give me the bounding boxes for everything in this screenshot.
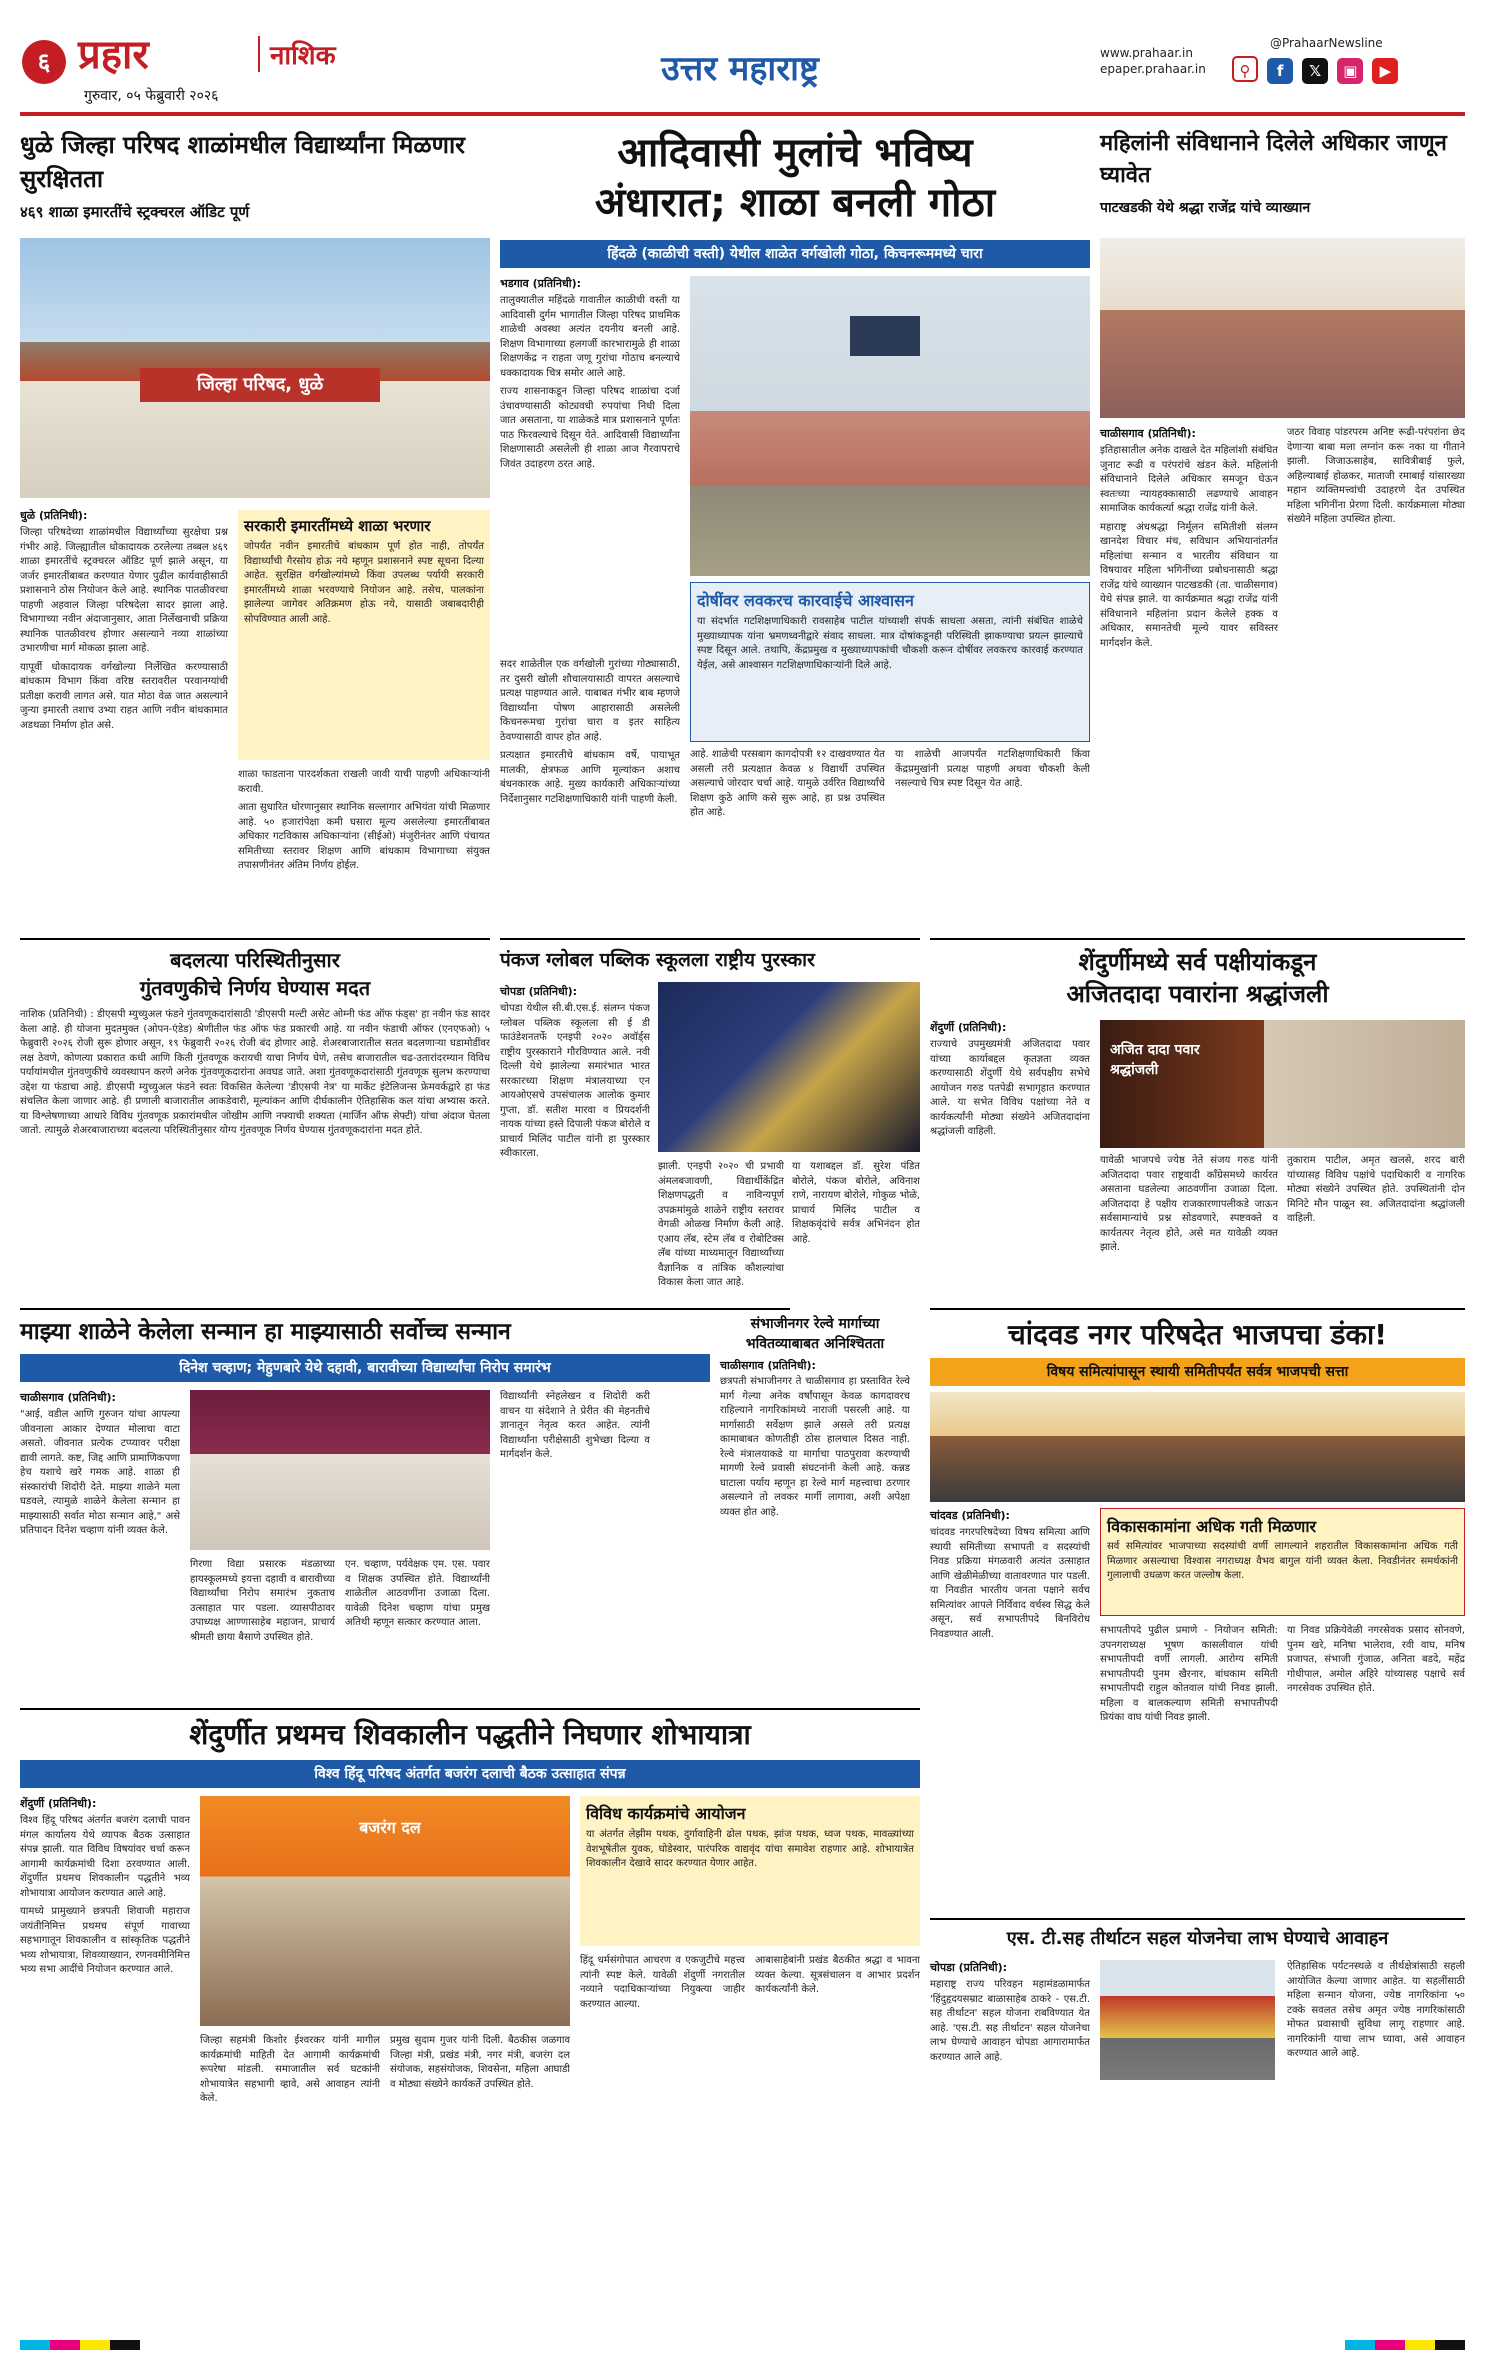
story-shendurni xyxy=(930,938,1465,1298)
railway-body: छत्रपती संभाजीनगर ते चाळीसगाव हा प्रस्तावित रेल्वे मार्ग गेल्या अनेक वर्षांपासून केवळ कागदावरच राहिल्याने नागरिकांमध्ये नाराजी पसरली आहे. या मार्गासाठी सर्वेक्षण झाले असले तरी प्रत्यक्ष कामाबाबत कोणतीही ठोस हालचाल दिसत नाही. रेल्वे मंत्रालयाकडे या मार्गाचा पाठपुरावा करण्याची मागणी रेल्वे प्रवासी संघटनांनी केली आहे. कन्नड घाटाला पर्याय म्हणून हा रेल्वे मार्ग महत्त्वाचा ठरणार असल्याने तो लवकर मार्गी लागावा, अशी अपेक्षा व्यक्त होत आहे. xyxy=(720,1376,910,1518)
st-bus-photo xyxy=(1100,1960,1275,2080)
solar-panel xyxy=(850,316,920,356)
main-byline: भडगाव (प्रतिनिधी): xyxy=(500,277,582,290)
procession-body-col1: विश्व हिंदू परिषद अंतर्गत बजरंग दलाची पावन मंगल कार्यालय येथे व्यापक बैठक उत्साहात संपन्न झाली. यात विविध विषयांवर चर्चा करून आगामी कार्यक्रमांची दिशा ठरवण्यात आली. शेंदुर्णीत प्रथमच शिवकालीन पद्धतीने भव्य शोभायात्रा आयोजन करण्यात आले आहे. यामध्ये प्रामुख्याने छत्रपती शिवाजी महाराज जयंतीनिमित्त प्रथमच संपूर्ण गावाच्या सहभागातून शिवकालीन व सांस्कृतिक पद्धतीने भव्य शोभायात्रा, शिवव्याख्यान, रणनवमीनिमित्त भव्य सभा आदींचे नियोजन करण्यात आले. xyxy=(20,1815,190,1975)
market-body: नाशिक (प्रतिनिधी) : डीएसपी म्युच्युअल फंडने गुंतवणूकदारांसाठी 'डीएसपी मल्टी असेट ओम्नी फंड ऑफ फंड्स' हा नवीन फंड सादर केला आहे. ही योजना मुदतमुक्त (ओपन-एंडेड) श्रेणीतील फंड ऑफ फंड प्रकारची आहे. या नवीन फंडाची ऑफर (एनएफओ) ५ फेब्रुवारी २०२६ रोजी सुरू होणार असून, १९ फेब्रुवारी २०२६ रोजी बंद होणार आहे. शेअरबाजारातील सतत बदलणाऱ्या घडामोडींवर लक्ष ठेवणे, कोणत्या प्रकारात कधी आणि किती गुंतवणूक करायची याचा निर्णय घेणे, तसेच बाजारातील चढ-उतारांदरम्यान विविध पर्यायांमधील गुंतवणुकीचे व्यवस्थापन करणे अनेक गुंतवणूकदारांना अवघड जाते. अशा गुंतवणूकदारांसाठी गुंतवणूक सुलभ करण्याचा उद्देश या फंडाचा आहे. डीएसपी म्युच्युअल फंडने स्वतः विकसित केलेल्या 'डीएसपी नेत्र' या मार्केट इंटेलिजन्स फ्रेमवर्कद्वारे हा फंड संचलित केला जाणार आहे. ही प्रणाली बाजारातील आकडेवारी, मूल्यांकन आणि दीर्घकालीन ऐतिहासिक कल यांचा अभ्यास करते. या विश्लेषणाच्या आधारे विविध गुंतवणूक प्रकारांमधील जोखीम आणि नफ्याची शक्यता (मार्जिन ऑफ सेफ्टी) यांचा अंदाज घेतला जातो. त्यामुळे शेअरबाजाराच्या बदलत्या परिस्थितीनुसार योग्य गुंतवणूक निर्णय घेण्यास गुंतवणूकदारांना मदत होते. xyxy=(20,1009,490,1136)
st-body-col2: ऐतिहासिक पर्यटनस्थळे व तीर्थक्षेत्रांसाठी सहली आयोजित केल्या जाणार आहेत. या सहलींसाठी महिला सन्मान योजना, ज्येष्ठ नागरिकांना ५० टक्के सवलत तसेच अमृत ज्येष्ठ नागरिकांसाठी मोफत प्रवासाची सुविधा लागू राहणार आहे. नागरिकांनी याचा लाभ घ्यावा, असे आवाहन करण्यात आले आहे. xyxy=(1287,1961,1465,2059)
shendurni-photo xyxy=(1100,1020,1465,1148)
main-box xyxy=(690,582,1090,742)
procession-body-col3: प्रमुख सुदाम गुजर यांनी दिली. बैठकीस जळगाव जिल्हा मंत्री, प्रखंड मंत्री, नगर मंत्री, बजरंग दल संयोजक, सहसंयोजक, शिवसेना, महिला आघाडी व मोठ्या संख्येने कार्यकर्ते उपस्थित होते. xyxy=(390,2035,570,2090)
story-women xyxy=(1100,128,1465,928)
zp-photo-sign: जिल्हा परिषद, धुळे xyxy=(140,368,380,402)
main-body-col1: तालुक्यातील महिंदळे गावातील काळीची वस्ती या आदिवासी दुर्गम भागातील जिल्हा परिषद प्राथमिक शाळेची अवस्था अत्यंत दयनीय बनली आहे. शिक्षण विभागाच्या हलगर्जी कारभारामुळे ही शाळा शिक्षणकेंद्र न राहता जणू गुरांचा गोठाच बनल्याचे धक्कादायक चित्र समोर आले आहे. राज्य शासनाकडून जिल्हा परिषद शाळांचा दर्जा उंचावण्यासाठी कोट्यवधी रुपयांचा निधी दिला जात असताना, या शाळेकडे मात्र प्रशासनाने पूर्णतः पाठ फिरवल्याचे दिसून येते. आदिवासी विद्यार्थ्यांना शिक्षणासाठी असलेली ही शाळा आज गैरवापराचे जिवंत उदाहरण ठरत आहे. xyxy=(500,295,680,470)
main-headline-line1: आदिवासी मुलांचे भविष्य xyxy=(617,130,973,176)
chandwad-box xyxy=(1100,1508,1465,1616)
shendurni-body-col3: तुकाराम पाटील, अमृत खलसे, शरद बारी यांच्यासह विविध पक्षांचे पदाधिकारी व नागरिक मोठ्या संख्येने उपस्थित होते. उपस्थितांनी दोन मिनिटे मौन पाळून स्व. अजितदादांना श्रद्धांजली वाहिली. xyxy=(1287,1155,1465,1224)
zp-headline: धुळे जिल्हा परिषद शाळांमधील विद्यार्थ्यांना मिळणार सुरक्षितता xyxy=(20,131,466,193)
social-handle: @PrahaarNewsline xyxy=(1270,36,1383,50)
shendurni-body-col1: राज्याचे उपमुख्यमंत्री अजितदादा पवार यांच्या कार्याबद्दल कृतज्ञता व्यक्त करण्यासाठी शेंदुर्णी येथे सर्वपक्षीय सभेचे आयोजन गरुड पतपेढी सभागृहात करण्यात आले. या सभेत विविध पक्षांच्या नेते व कार्यकर्त्यांनी मोठ्या संख्येने अजितदादांना श्रद्धांजली वाहिली. xyxy=(930,1039,1090,1137)
railway-headline: संभाजीनगर रेल्वे मार्गाच्या भवितव्याबाबत अनिश्चितता xyxy=(745,1316,885,1352)
chandwad-headline: चांदवड नगर परिषदेत भाजपचा डंका! xyxy=(1008,1318,1387,1351)
instagram-icon[interactable]: ▣ xyxy=(1337,58,1363,84)
edition-label: नाशिक xyxy=(258,36,336,72)
color-bar-bottom xyxy=(20,2340,140,2350)
pankaj-award-photo xyxy=(658,982,920,1152)
page-number-badge: ६ xyxy=(22,40,66,84)
story-market xyxy=(20,938,490,1298)
shendurni-byline: शेंदुर्णी (प्रतिनिधी): xyxy=(930,1021,1007,1034)
story-railway xyxy=(720,1308,910,1698)
zp-body-col2: शाळा फाडताना पारदर्शकता राखली जावी याची पाहणी अधिकाऱ्यांनी करावी. आता सुधारित धोरणानुसार स्थानिक सल्लागार अभियंता यांची मिळणार आहे. ५० हजारांपेक्षा कमी घसारा मूल्य असलेल्या इमारतींबाबत अधिकार गटविकास अधिकाऱ्यांना (सीईओ) मंजुरीनंतर आणि पंचायत समितीच्या स्तरावर शिक्षण आणि बांधकाम विभागाच्या संयुक्त तपासणीनंतर अंतिम निर्णय होईल. xyxy=(238,769,490,871)
zp-subhead: ४६९ शाळा इमारतींचे स्ट्रक्चरल ऑडिट पूर्ण xyxy=(20,203,250,221)
shendurni-headline-line2: अजितदादा पवारांना श्रद्धांजली xyxy=(1066,980,1329,1008)
search-icon[interactable]: ⚲ xyxy=(1232,56,1258,82)
market-headline-line1: बदलत्या परिस्थितीनुसार xyxy=(170,948,340,972)
shendurni-body-col2: यावेळी भाजपचे ज्येष्ठ नेते संजय गरुड यांनी अजितदादा पवार राष्ट्रवादी काँग्रेसमध्ये कार्यरत असताना घडलेल्या आठवणींना उजाळा दिला. अजितदादा हे पक्षीय राजकारणापलीकडे जाऊन सर्वसामान्यांचे प्रश्न सोडवणारे, स्पष्टवक्ते व कार्यतत्पर नेतृत्व होते, असे मत यावेळी व्यक्त झाले. xyxy=(1100,1155,1278,1253)
site-url[interactable]: www.prahaar.in xyxy=(1100,46,1193,60)
women-subhead: पाटखडकी येथे श्रद्धा राजेंद्र यांचे व्याख्यान xyxy=(1100,200,1311,216)
st-byline: चोपडा (प्रतिनिधी): xyxy=(930,1961,1008,1974)
honor-body-col4: विद्यार्थ्यांनी स्नेहलेखन व शिदोरी करी वाचन या संदेशाने ते प्रेरीत की मेहनतीचे ज्ञानातून नेतृत्व करत आहेत. त्यांनी विद्यार्थ्यांना परीक्षेसाठी शुभेच्छा दिल्या व मार्गदर्शन केले. xyxy=(500,1391,650,1460)
shendurni-headline-line1: शेंदुर्णीमध्ये सर्व पक्षीयांकडून xyxy=(1078,948,1317,976)
pankaj-body-col1: चोपडा येथील सी.बी.एस.ई. संलग्न पंकज ग्लोबल पब्लिक स्कूलला सी ई डी फाउंडेशनतर्फे एनइपी २०२० अवॉर्ड्स राष्ट्रीय पुरस्काराने गौरविण्यात आले. नवी दिल्ली येथे झालेल्या समारंभात भारत सरकारच्या शिक्षण मंत्रालयाच्या एन आयओएसचे उपसंचालक आलोक कुमार गुप्ता, डॉ. सतीश मारवा व प्रियदर्शनी नायक यांच्या हस्ते दिपाली पंकज बोरोले व प्राचार्य मिलिंद पाटील यांनी हा पुरस्कार स्वीकारला. xyxy=(500,1003,650,1159)
chandwad-body-col1: चांदवड नगरपरिषदेच्या विषय समित्या आणि स्थायी समितीच्या सभापती व सदस्यांची निवड प्रक्रिया मंगळवारी अत्यंत उत्साहात आणि खेळीमेळीच्या वातावरणात पार पडली. या निवडीत भारतीय जनता पक्षाने सर्वच समित्यांवर आपले निर्विवाद वर्चस्व सिद्ध केले असून, सर्व सभापतीपदे बिनविरोध निवडण्यात आली. xyxy=(930,1527,1090,1640)
chandwad-byline: चांदवड (प्रतिनिधी): xyxy=(930,1509,1010,1522)
market-headline-line2: गुंतवणुकीचे निर्णय घेण्यास मदत xyxy=(139,976,371,1000)
main-body-col4: या शाळेची आजपर्यंत गटशिक्षणाधिकारी किंवा केंद्रप्रमुखांनी प्रत्यक्ष पाहणी अथवा चौकशी केली नसल्याचे चित्र स्पष्ट दिसून येत आहे. xyxy=(895,749,1090,789)
story-procession xyxy=(20,1708,920,2328)
chandwad-body-col2: सभापतीपदे पुढील प्रमाणे - नियोजन समिती: उपनगराध्यक्ष भूषण कासलीवाल यांची सभापतीपदी वर्णी लागली. आरोग्य समिती सभापतीपदी पुनम खैरनार, बांधकाम समिती सभापतीपदी राहुल कोतवाल यांची निवड झाली. महिला व बालकल्याण समिती सभापतीपदी प्रियंका वाघ यांची निवड झाली. xyxy=(1100,1625,1278,1723)
brand-logo: प्रहार xyxy=(78,32,149,78)
chandwad-box-body: सर्व समित्यांवर भाजपाच्या सदस्यांची वर्णी लागल्याने शहरातील विकासकामांना अधिक गती मिळणार असल्याचा विश्वास नगराध्यक्ष वैभव बागुल यांनी व्यक्त केला. निवडीनंतर समर्थकांनी गुलालाची उधळण करत जल्लोष केला. xyxy=(1107,1541,1458,1581)
zp-building-photo xyxy=(20,238,490,498)
zp-sidebar-title: सरकारी इमारतींमध्ये शाळा भरणार xyxy=(244,517,431,535)
epaper-url[interactable]: epaper.prahaar.in xyxy=(1100,62,1206,76)
honor-headline: माझ्या शाळेने केलेला सन्मान हा माझ्यासाठी सर्वोच्च सन्मान xyxy=(20,1319,511,1345)
zp-byline: धुळे (प्रतिनिधी): xyxy=(20,509,88,522)
chandwad-body-col3: या निवड प्रक्रियेवेळी नगरसेवक प्रसाद सोनवणे, पुनम खरे, मनिषा भालेराव, रवी वाघ, मनिष प्रजापत, संभाजी गुंजाळ, अनिता बडदे, महेंद्र गोधीपाल, अमोल अहिरे यांच्यासह पक्षाचे सर्व नगरसेवक उपस्थित होते. xyxy=(1287,1625,1465,1694)
programs-box-title: विविध कार्यक्रमांचे आयोजन xyxy=(586,1804,746,1823)
programs-box xyxy=(580,1796,920,1946)
social-icons xyxy=(1228,56,1398,84)
honor-body-col3: एन. चव्हाण, पर्यवेक्षक एम. एस. पवार व शिक्षक उपस्थित होते. विद्यार्थ्यांनी शाळेतील आठवणींना उजाळा दिला. यावेळी दिनेश चव्हाण यांचा प्रमुख अतिथी म्हणून सत्कार करण्यात आला. xyxy=(345,1559,490,1628)
chandwad-strip: विषय समित्यांपासून स्थायी समितीपर्यंत सर्वत्र भाजपची सत्ता xyxy=(930,1358,1465,1386)
railway-byline: चाळीसगाव (प्रतिनिधी): xyxy=(720,1359,816,1372)
shendurni-banner-text: अजित दादा पवार श्रद्धांजली xyxy=(1110,1042,1200,1078)
procession-byline: शेंदुर्णी (प्रतिनिधी): xyxy=(20,1797,97,1810)
facebook-icon[interactable]: f xyxy=(1267,58,1293,84)
zp-sidebar xyxy=(238,510,490,760)
procession-banner-text: बजरंग दल xyxy=(359,1818,421,1837)
women-photo xyxy=(1100,238,1465,418)
honor-strip: दिनेश चव्हाण; मेहुणबारे येथे दहावी, बारावीच्या विद्यार्थ्यांचा निरोप समारंभ xyxy=(20,1354,710,1382)
zp-sidebar-body: जोपर्यंत नवीन इमारतीचे बांधकाम पूर्ण होत नाही, तोपर्यंत विद्यार्थ्यांची गैरसोय होऊ नये म्हणून प्रशासनाने स्पष्ट सूचना दिल्या आहेत. सुरक्षित वर्गखोल्यांमध्ये किंवा उपलब्ध पर्यायी सरकारी इमारतींमध्ये शाळा भरवण्याचे नियोजन आहे. तसेच, पालकांना झालेल्या जागेवर अतिक्रमण होऊ नये, यासाठी जबाबदारीही सोपविण्यात आली आहे. xyxy=(244,541,484,625)
zp-body-col1: जिल्हा परिषदेच्या शाळांमधील विद्यार्थ्यांच्या सुरक्षेचा प्रश्न गंभीर आहे. जिल्ह्यातील धोकादायक ठरलेल्या तब्बल ४६९ शाळा इमारतींचे स्ट्रक्चरल ऑडिट पूर्ण झाले असून, या जर्जर इमारतींबाबत करण्यात येणार पुढील कार्यवाहीसाठी प्रशासनाने ठोस नियोजन केले आहे. स्थानिक पातळीवरचा पाहणी अहवाल जिल्हा परिषदेला सादर झाला आहे. विभागाच्या नवीन अंदाजानुसार, आता निर्लेखनाची प्रक्रिया स्थानिक पातळीवरच होणार असल्याने नव्या शाळांच्या उभारणीचा मार्ग मोकळा झाला आहे. यापूर्वी धोकादायक वर्गखोल्या निर्लेखित करण्यासाठी बांधकाम विभाग किंवा वरिष्ठ स्तरावरील परवानग्यांची प्रतीक्षा करावी लागत असे. यात मोठा वेळ जात असल्याने जुन्या इमारती तशाच उभ्या राहत आणि नवीन बांधकामात अडथळा निर्माण होत असे. xyxy=(20,527,228,731)
youtube-icon[interactable]: ▶ xyxy=(1372,58,1398,84)
main-headline-line2: अंधारात; शाळा बनली गोठा xyxy=(594,180,996,226)
story-pankaj xyxy=(500,938,920,1298)
st-body-col1: महाराष्ट्र राज्य परिवहन महामंडळामार्फत 'हिंदुहृदयसम्राट बाळासाहेब ठाकरे - एस.टी. सह तीर्थाटन' सहल योजना राबविण्यात येत आहे. 'एस.टी. सह तीर्थाटन' सहल योजनेचा लाभ घेण्याचे आवाहन चोपडा आगारामार्फत करण्यात आले आहे. xyxy=(930,1979,1090,2063)
honor-photo xyxy=(190,1390,490,1550)
honor-byline: चाळीसगाव (प्रतिनिधी): xyxy=(20,1391,116,1404)
color-bar-bottom-right xyxy=(1345,2340,1465,2350)
main-strip: हिंदळे (काळीची वस्ती) येथील शाळेत वर्गखोली गोठा, किचनरूममध्ये चारा xyxy=(500,240,1090,268)
programs-body-col2: आबासाहेबांनी प्रखंड बैठकीत श्रद्धा व भावना व्यक्त केल्या. सूत्रसंचालन व आभार प्रदर्शन कार्यकर्त्यांनी केले. xyxy=(755,1955,920,1995)
procession-body-col2: जिल्हा सहमंत्री किशोर ईश्वरकर यांनी मागील कार्यक्रमांची माहिती देत आगामी कार्यक्रमांची रूपरेषा मांडली. समाजातील सर्व घटकांनी शोभायात्रेत सहभागी व्हावे, असे आवाहन त्यांनी केले. xyxy=(200,2035,380,2104)
women-body-col2: जठर विवाह पांडरपरम अनिष्ट रूढी-परंपरांना छेद देणाऱ्या बाबा मला लग्नांन करू नका या गीताने झाली. जिजाऊसाहेब, सावित्रीबाई फुले, अहिल्याबाई होळकर, माताजी रमाबाई यांसारख्या महान व्यक्तिमत्त्वांची उदाहरणे देत उपस्थित महिला भगिनींना प्रेरणा दिली. कार्यक्रमाला मोठ्या संख्येने महिला उपस्थित होत्या. xyxy=(1287,427,1465,525)
women-body-col1: इतिहासातील अनेक दाखले देत महिलांशी संबंधित जुनाट रूढी व परंपरांचे खंडन केले. महिलांनी संविधानाने दिलेले अधिकार समजून घेऊन स्वतःच्या न्यायहक्कासाठी लढण्याचे आवाहन सामाजिक कार्यकर्त्या श्रद्धा राजेंद्र यांनी केले. महाराष्ट्र अंधश्रद्धा निर्मूलन समितीशी संलग्न खानदेश विचार मंच, सविधान अभियानांतर्गत महिलांचा सन्मान व भारतीय संविधान या विषयावर महिला भगिनींच्या प्रबोधनासाठी श्रद्धा राजेंद्र यांचे व्याख्यान पाटखडकी (ता. चाळीसगाव) येथे संपन्न झाले. या कार्यक्रमात श्रद्धा राजेंद्र यांनी संविधानाने महिलांना प्रदान केलेले हक्क व अधिकार, समानतेची मूल्ये यावर सविस्तर मार्गदर्शन केले. xyxy=(1100,445,1278,649)
masthead-divider xyxy=(20,112,1465,116)
main-school-photo xyxy=(690,276,1090,576)
women-headline: महिलांनी संविधानाने दिलेले अधिकार जाणून घ्यावेत xyxy=(1100,131,1447,188)
issue-date: गुरुवार, ०५ फेब्रुवारी २०२६ xyxy=(84,88,219,104)
pankaj-body-col3: या यशाबद्दल डॉ. सुरेश पंडित बोरोले, पंकज बोरोले, अविनाश राणे, नारायण बोरोले, गोकुळ भोळे, प्राचार्य मिलिंद पाटील व शिक्षकवृंदांचे सर्वत्र अभिनंदन होत आहे. xyxy=(792,1161,920,1245)
programs-body-col1: हिंदू धर्मसंगोपात आचरण व एकजुटीचे महत्त्व त्यांनी स्पष्ट केले. यावेळी शेंदुर्णी नगरातील नव्याने पदाधिकाऱ्यांच्या नियुक्त्या जाहीर करण्यात आल्या. xyxy=(580,1955,745,2010)
programs-box-body: या अंतर्गत लेझीम पथक, दुर्गावाहिनी ढोल पथक, झांज पथक, ध्वज पथक, मावळ्यांच्या वेशभूषेतील युवक, घोडेस्वार, पारंपरिक वाद्यवृंद यांचा समावेश राहणार आहे. शोभायात्रेत शिवकालीन देखावे सादर करण्यात येणार आहेत. xyxy=(586,1829,914,1869)
story-main xyxy=(500,128,1090,928)
procession-headline: शेंदुर्णीत प्रथमच शिवकालीन पद्धतीने निघणार शोभायात्रा xyxy=(189,1718,751,1751)
masthead xyxy=(0,0,1485,118)
procession-strip: विश्व हिंदू परिषद अंतर्गत बजरंग दलाची बैठक उत्साहात संपन्न xyxy=(20,1760,920,1788)
section-title: उत्तर महाराष्ट्र xyxy=(661,49,819,89)
story-zp xyxy=(20,128,490,928)
pankaj-byline: चोपडा (प्रतिनिधी): xyxy=(500,985,578,998)
x-icon[interactable]: 𝕏 xyxy=(1302,58,1328,84)
story-chandwad xyxy=(930,1308,1465,1908)
main-body-col3: आहे. शाळेची परसबाग कागदोपत्री १२ दाखवण्यात येत असली तरी प्रत्यक्षात केवळ ४ विद्यार्थी उपस्थित असल्याचे जोरदार चर्चा आहे. यामुळे उर्वरित विद्यार्थ्यांचे शिक्षण कुठे आणि कसे सुरू आहे, हा प्रश्न उपस्थित होत आहे. xyxy=(690,749,885,818)
pankaj-body-col2: झाली. एनइपी २०२० ची प्रभावी अंमलबजावणी, विद्यार्थीकेंद्रित शिक्षणपद्धती व नाविन्यपूर्ण उपक्रमांमुळे शाळेने राष्ट्रीय स्तरावर वेगळी ओळख निर्माण केली आहे. एआय लॅब, स्टेम लॅब व रोबोटिक्स लॅब यांच्या माध्यमातून विद्यार्थ्यांच्या वैज्ञानिक व तांत्रिक कौशल्यांचा विकास केला जात आहे. xyxy=(658,1161,784,1288)
main-body-col2: सदर शाळेतील एक वर्गखोली गुरांच्या गोठ्यासाठी, तर दुसरी खोली शौचालयासाठी वापरत असल्याचे प्रत्यक्ष पाहण्यात आले. याबाबत गंभीर बाब म्हणजे विद्यार्थ्यांना पोषण आहारासाठी असलेली किचनरूमचा गुरांचा चारा व इतर साहित्य ठेवण्यासाठी वापर होत आहे. प्रत्यक्षात इमारतीचे बांधकाम वर्षे, पायाभूत मालकी, क्षेत्रफळ आणि मूल्यांकन अशाच बंधनकारक आहे. मुख्य कार्यकारी अधिकाऱ्यांच्या निर्देशानुसार गटशिक्षणाधिकारी यांनी पाहणी केली. xyxy=(500,659,680,805)
story-school-honor xyxy=(20,1308,790,1698)
st-headline: एस. टी.सह तीर्थाटन सहल योजनेचा लाभ घेण्याचे आवाहन xyxy=(1006,1928,1389,1949)
main-box-body: या संदर्भात गटशिक्षणाधिकारी रावसाहेब पाटील यांच्याशी संपर्क साधला असता, त्यांनी संबंधित शाळेचे मुख्याध्यापक यांना भ्रमणध्वनीद्वारे संवाद साधला. मात्र दोषांकडूनही परिस्थिती झाकण्याचा प्रयत्न झाल्याचे स्पष्ट दिसून आले. तथापि, केंद्रप्रमुख व मुख्याध्यापकांची चौकशी करून दोषींवर लवकरच कारवाई करण्यात येईल, असे आश्वासन गटशिक्षणाधिकाऱ्यांनी दिले आहे. xyxy=(697,616,1083,671)
chandwad-box-title: विकासकामांना अधिक गती मिळणार xyxy=(1107,1517,1317,1536)
story-st xyxy=(930,1918,1465,2328)
chandwad-photo xyxy=(930,1392,1465,1502)
procession-photo xyxy=(200,1796,570,2026)
main-box-title: दोषींवर लवकरच कारवाईचे आश्वासन xyxy=(697,591,914,610)
pankaj-headline: पंकज ग्लोबल पब्लिक स्कूलला राष्ट्रीय पुरस्कार xyxy=(500,949,815,971)
honor-body-col1: "आई, वडील आणि गुरुजन यांचा आपल्या जीवनाला आकार देण्यात मोलाचा वाटा असतो. जीवनात प्रत्येक टप्प्यावर परीक्षा द्यावी लागते. कष्ट, जिद्द आणि प्रामाणिकपणा हेच यशाचे खरे गमक आहे. शाळा ही संस्कारांची शिदोरी देते. माझ्या शाळेने मला घडवले, त्यामुळे शाळेने केलेला सन्मान हा माझ्यासाठी सर्वात मोठा सन्मान आहे," असे प्रतिपादन दिनेश चव्हाण यांनी व्यक्त केले. xyxy=(20,1409,180,1536)
women-byline: चाळीसगाव (प्रतिनिधी): xyxy=(1100,427,1196,440)
honor-body-col2: गिरणा विद्या प्रसारक मंडळाच्या हायस्कूलमध्ये इयत्ता दहावी व बारावीच्या विद्यार्थ्यांचा निरोप समारंभ नुकताच उत्साहात पार पडला. व्यासपीठावर उपाध्यक्ष आण्णासाहेब महाजन, प्राचार्य श्रीमती छाया बैसाणे उपस्थित होते. xyxy=(190,1559,335,1643)
